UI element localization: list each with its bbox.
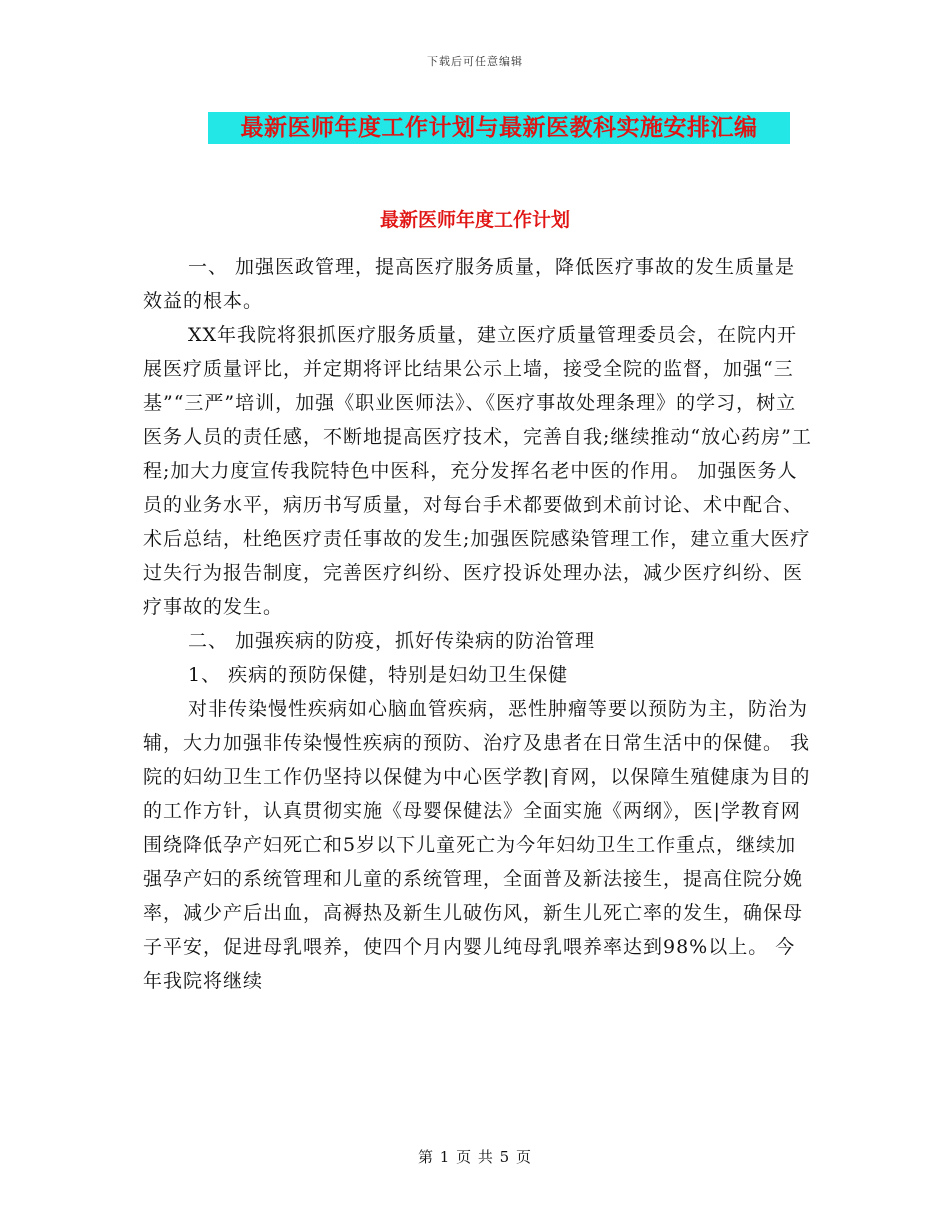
paragraph-heading-2: 二、 加强疾病的防疫，抓好传染病的防治管理 — [188, 630, 596, 652]
paragraph: XX年我院将狠抓医疗服务质量，建立医疗质量管理委员会，在院内开展医疗质量评比，并定期将评比结果公示上墙，接受全院的监督，加强“三基”“三严”培训，加强《职业医师法》、《医疗事故处理条理》的学习，树立医务人员的责任感，不断地提高医疗技术，完善自我;继续推动“放心药房”工程;加大力度宣传我院特色中医科，充分发挥名老中医的作用。 加强医务人员的业务水平，病历书写质量，对每台手术都要做到术前讨论、术中配合、术后总结，杜绝医疗责任事故的发生;加强医院感染管理工作，建立重大医疗过失行为报告制度，完善医疗纠纷、医疗投诉处理办法，减少医疗纠纷、医疗事故的发生。 — [143, 324, 812, 618]
paragraph-heading-1: 一、 加强医政管理，提高医疗服务质量，降低医疗事故的发生质量是效益的根本。 — [143, 256, 796, 312]
document-body — [143, 250, 815, 998]
page-number-footer: 第 1 页 共 5 页 — [418, 1148, 532, 1166]
paragraph: 对非传染慢性疾病如心脑血管疾病，恶性肿瘤等要以预防为主，防治为辅，大力加强非传染慢性疾病的预防、治疗及患者在日常生活中的保健。 我院的妇幼卫生工作仍坚持以保健为中心医学教|育网，以保障生殖健康为目的的工作方针，认真贯彻实施《母婴保健法》全面实施《两纲》，医|学教育网围绕降低孕产妇死亡和5岁以下儿童死亡为今年妇幼卫生工作重点，继续加强孕产妇的系统管理和儿童的系统管理，全面普及新法接生，提高住院分娩率，减少产后出血，高褥热及新生儿破伤风，新生儿死亡率的发生，确保母子平安，促进母乳喂养，使四个月内婴儿纯母乳喂养率达到98%以上。 今年我院将继续 — [143, 698, 811, 992]
section-title: 最新医师年度工作计划 — [379, 209, 570, 231]
header-note: 下载后可任意编辑 — [427, 55, 523, 68]
paragraph-subheading-1: 1、 疾病的预防保健，特别是妇幼卫生保健 — [188, 664, 569, 686]
document-title: 最新医师年度工作计划与最新医教科实施安排汇编 — [208, 112, 790, 144]
